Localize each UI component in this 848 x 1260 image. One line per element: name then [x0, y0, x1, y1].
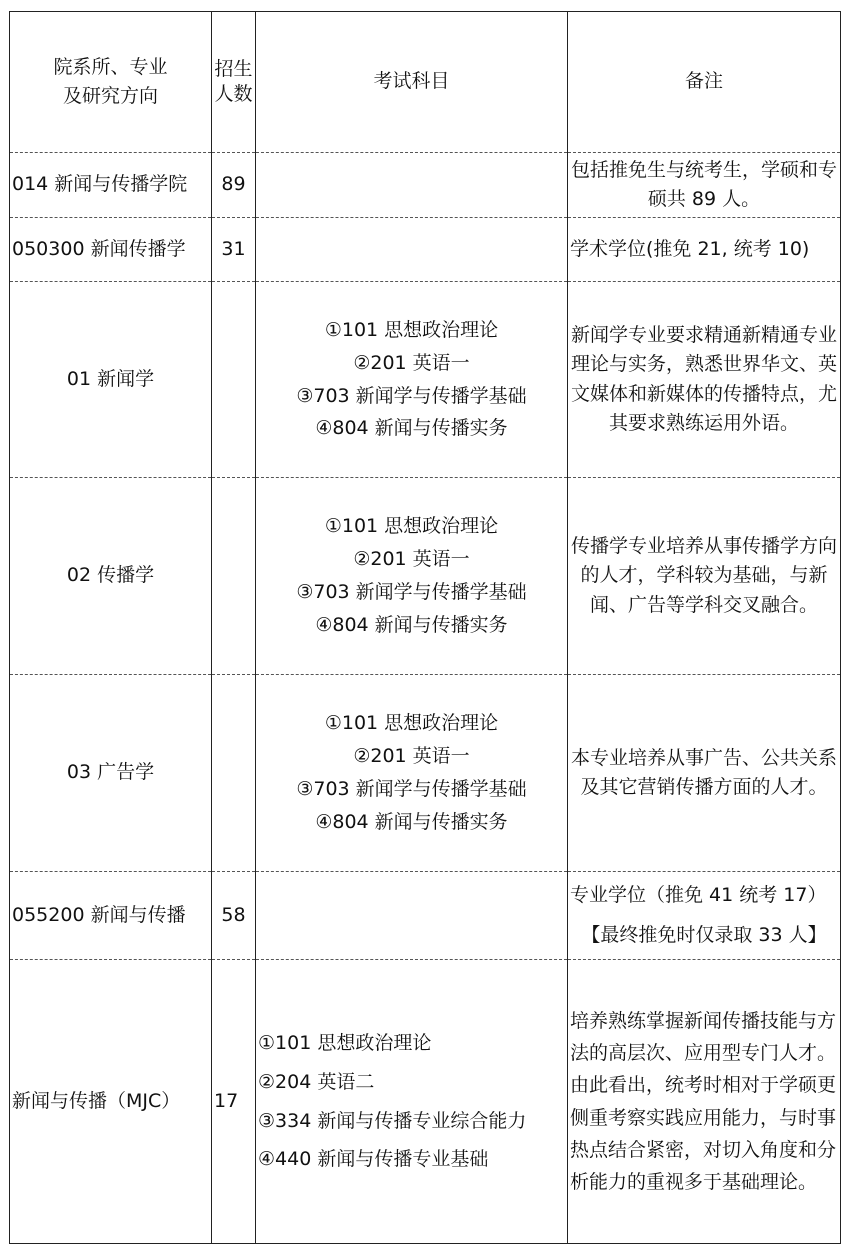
row-note: 本专业培养从事广告、公共关系及其它营销传播方面的人才。 — [568, 675, 841, 872]
row-name: 01 新闻学 — [10, 282, 212, 478]
row-subjects — [256, 153, 568, 218]
subject-item: ②204 英语二 — [258, 1070, 375, 1093]
row-note: 包括推免生与统考生，学硕和专硕共 89 人。 — [568, 153, 841, 218]
row-quota — [212, 675, 256, 872]
subject-item: ③703 新闻学与传播学基础 — [296, 384, 527, 407]
row-note-line1: 专业学位（推免 41 统考 17） — [570, 884, 827, 907]
row-name: 050300 新闻传播学 — [10, 218, 212, 282]
row-quota: 58 — [212, 872, 256, 960]
row-subjects — [256, 675, 568, 872]
row-subjects — [256, 282, 568, 478]
row-name: 055200 新闻与传播 — [10, 872, 212, 960]
header-row — [10, 12, 841, 153]
subject-item: ②201 英语一 — [353, 548, 470, 571]
subject-item: ③334 新闻与传播专业综合能力 — [258, 1109, 527, 1132]
table-row — [10, 675, 841, 872]
row-quota: 31 — [212, 218, 256, 282]
row-quota: 89 — [212, 153, 256, 218]
subject-item: ②201 英语一 — [353, 745, 470, 768]
row-name: 新闻与传播（MJC） — [10, 960, 212, 1244]
row-quota — [212, 282, 256, 478]
header-subjects: 考试科目 — [256, 12, 568, 153]
table-row — [10, 282, 841, 478]
row-name: 014 新闻与传播学院 — [10, 153, 212, 218]
row-subjects — [256, 872, 568, 960]
table-row — [10, 960, 841, 1244]
row-quota: 17 — [212, 960, 256, 1244]
subject-item: ①101 思想政治理论 — [324, 515, 499, 538]
row-subjects — [256, 218, 568, 282]
header-quota: 招生人数 — [212, 12, 256, 153]
subject-item: ①101 思想政治理论 — [324, 318, 499, 341]
admission-table — [9, 11, 841, 1244]
subject-item: ①101 思想政治理论 — [258, 1031, 432, 1054]
row-quota — [212, 478, 256, 675]
subject-item: ③703 新闻学与传播学基础 — [296, 581, 527, 603]
subject-item: ④804 新闻与传播实务 — [315, 613, 508, 636]
row-note-line2: 【最终推免时仅录取 33 人】 — [581, 923, 827, 946]
table-row — [10, 218, 841, 282]
subject-item: ④804 新闻与传播实务 — [315, 810, 508, 833]
row-name: 02 传播学 — [10, 478, 212, 675]
header-dept-line1: 院系所、专业 — [53, 55, 168, 78]
row-note: 学术学位(推免 21, 统考 10) — [568, 218, 841, 282]
table-row — [10, 153, 841, 218]
row-note: 培养熟练掌握新闻传播技能与方法的高层次、应用型专门人才。由此看出，统考时相对于学硕更侧重考察实践应用能力，与时事热点结合紧密，对切入角度和分析能力的重视多于基础理论。 — [568, 960, 841, 1244]
header-dept — [10, 12, 212, 153]
row-name: 03 广告学 — [10, 675, 212, 872]
header-dept-line2: 及研究方向 — [62, 85, 158, 107]
subject-item: ②201 英语一 — [353, 351, 470, 374]
header-notes: 备注 — [568, 12, 841, 153]
row-subjects — [256, 478, 568, 675]
subject-item: ④440 新闻与传播专业基础 — [258, 1148, 489, 1171]
table-row — [10, 872, 841, 960]
subject-item: ③703 新闻学与传播学基础 — [296, 778, 527, 800]
row-subjects — [256, 960, 568, 1244]
row-note: 新闻学专业要求精通新精通专业理论与实务，熟悉世界华文、英文媒体和新媒体的传播特点，尤其要求熟练运用外语。 — [568, 282, 841, 478]
subject-item: ④804 新闻与传播实务 — [315, 417, 508, 440]
row-note: 传播学专业培养从事传播学方向的人才，学科较为基础，与新闻、广告等学科交叉融合。 — [568, 478, 841, 675]
table-row — [10, 478, 841, 675]
subject-item: ①101 思想政治理论 — [324, 712, 499, 735]
row-note — [568, 872, 841, 960]
